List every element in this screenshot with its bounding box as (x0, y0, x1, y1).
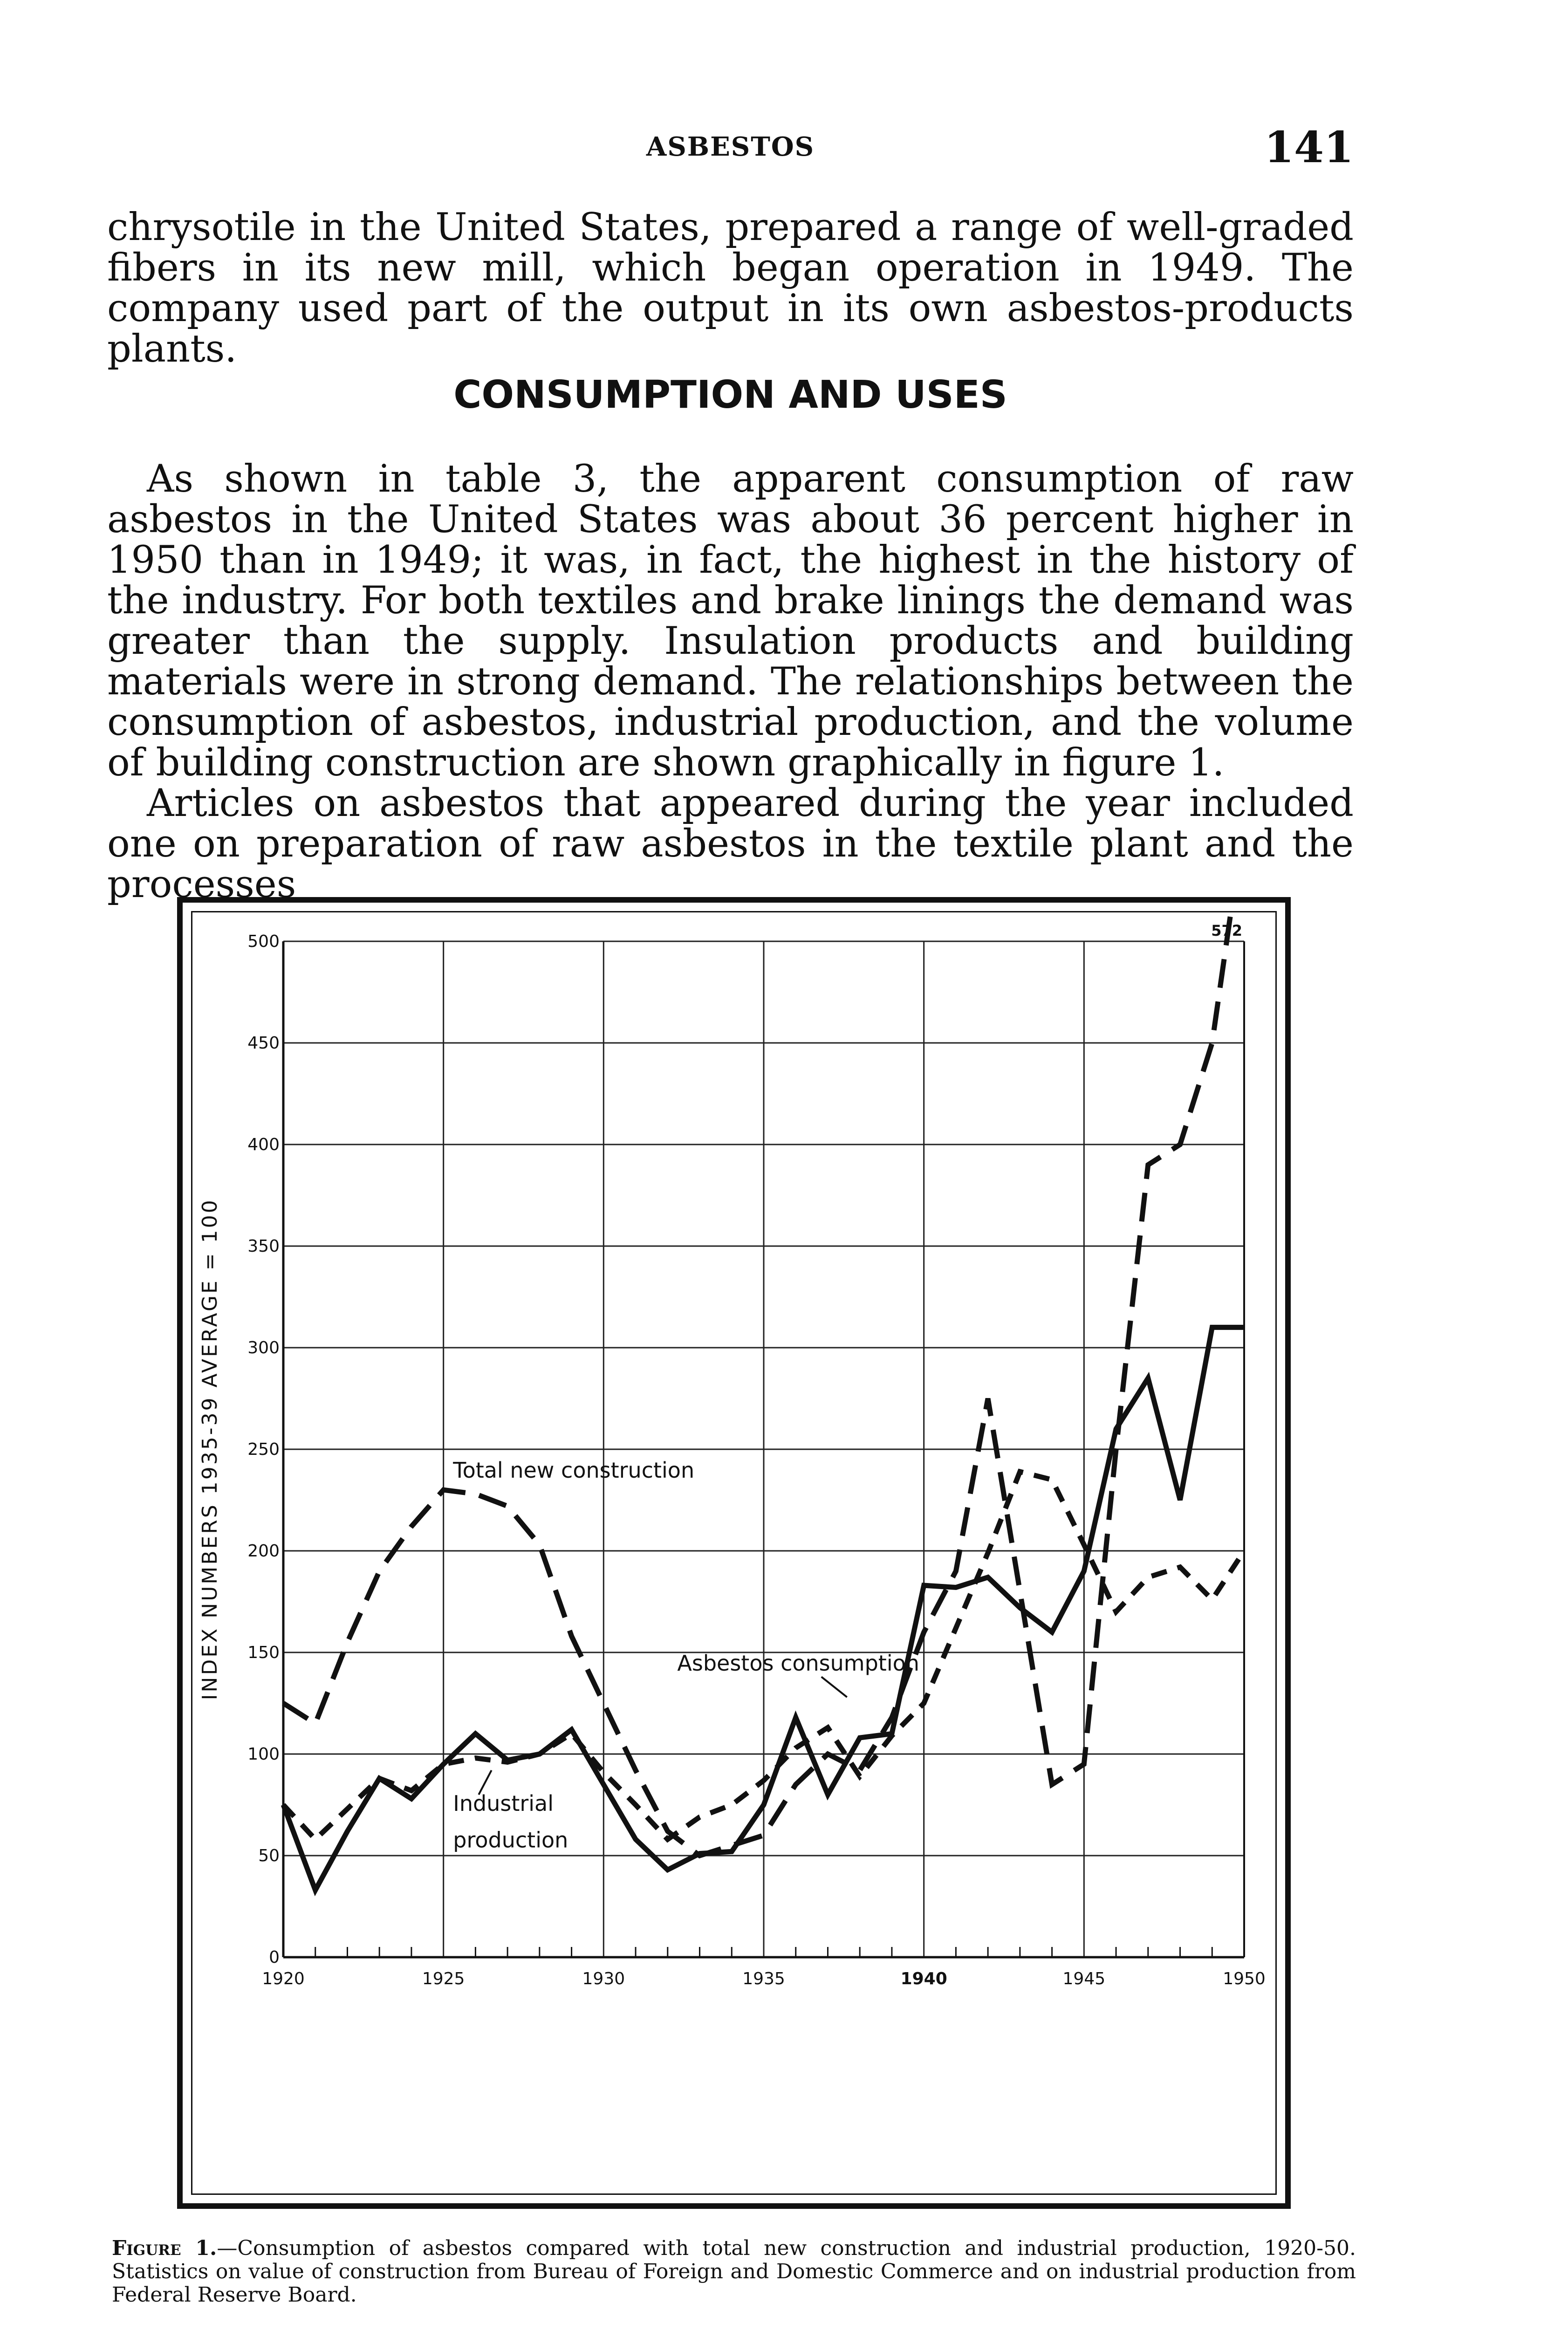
annotation-industrial-production-line2: production (453, 1827, 568, 1853)
x-tick-label: 1925 (422, 1969, 465, 1988)
y-tick-label: 150 (247, 1643, 280, 1662)
y-tick-label: 450 (247, 1034, 280, 1053)
x-tick-label: 1945 (1062, 1969, 1106, 1988)
y-tick-label: 350 (247, 1237, 280, 1256)
section-body (107, 459, 1354, 905)
asbestos-index-chart (177, 897, 1291, 2209)
figure-caption (112, 2237, 1356, 2307)
y-tick-label: 500 (247, 932, 280, 951)
articles-paragraph: Articles on asbestos that appeared during the year included one on preparation of raw asbestos in the textile plant and the processes (107, 781, 1354, 906)
section-heading: CONSUMPTION AND USES (453, 373, 1007, 417)
page-number: 141 (1264, 122, 1354, 172)
consumption-paragraph: As shown in table 3, the apparent consumption of raw asbestos in the United States was about 36 percent higher in 1950 than in 1949; it was, in fact, the highest in the history of the industry. For both textiles and brake linings the demand was greater than the supply. Insulation products and building materials were in strong demand. The relationships between the consumption of asbestos, industrial production, and the volume of building construction are shown graphically in figure 1. (107, 457, 1354, 785)
y-tick-label: 50 (258, 1846, 280, 1865)
annotation-industrial-production-line1: Industrial (453, 1791, 554, 1816)
running-head (107, 122, 1354, 178)
x-tick-label: 1935 (742, 1969, 785, 1988)
x-tick-label: 1940 (900, 1969, 947, 1988)
running-title: ASBESTOS (646, 131, 815, 162)
y-tick-label: 0 (269, 1948, 280, 1967)
y-tick-label: 100 (247, 1745, 280, 1764)
figure-label: Figure 1. (112, 2236, 217, 2260)
peak-value-label: 572 (1211, 922, 1242, 939)
annotation-total-new-construction: Total new construction (453, 1458, 695, 1483)
figure-caption-text: —Consumption of asbestos compared with total new construction and industrial production, 1920-50. Statistics on value of construction from Bureau of Foreign and Domestic Commerce and on industrial production from Federal Reserve Board. (112, 2236, 1356, 2307)
annotation-asbestos-consumption: Asbestos consumption (677, 1651, 919, 1676)
x-tick-label: 1920 (262, 1969, 305, 1988)
annotation-pointer-asbestos (822, 1677, 847, 1697)
intro-paragraph-text: chrysotile in the United States, prepared a range of well-graded fibers in its new mill, which began operation in 1949. The company used part of the output in its own asbestos-products plants. (107, 206, 1354, 371)
y-tick-label: 400 (247, 1135, 280, 1154)
intro-paragraph (107, 207, 1354, 370)
y-tick-label: 300 (247, 1338, 280, 1357)
y-tick-label: 200 (247, 1542, 280, 1561)
y-tick-label: 250 (247, 1440, 280, 1459)
x-tick-label: 1950 (1223, 1969, 1266, 1988)
y-axis-label: INDEX NUMBERS 1935-39 AVERAGE = 100 (198, 1198, 222, 1700)
x-tick-label: 1930 (582, 1969, 625, 1988)
